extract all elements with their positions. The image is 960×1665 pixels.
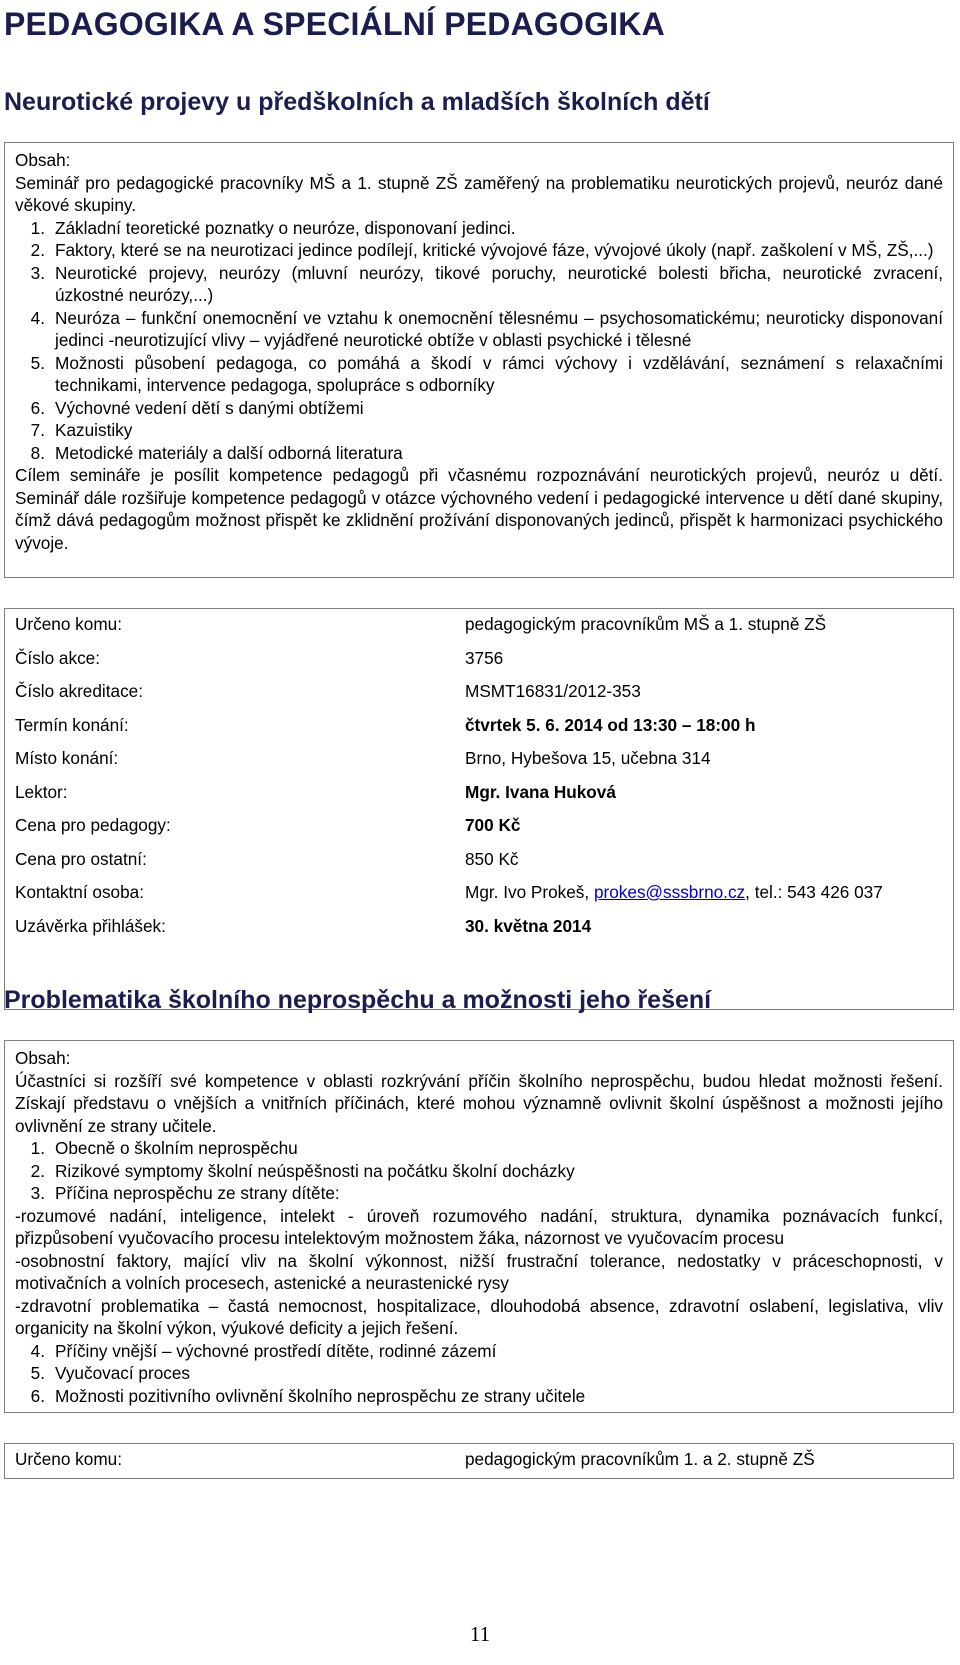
info-row-termin [5,710,953,744]
item-text: Obecně o školním neprospěchu [55,1138,298,1158]
item-text: Možnosti pozitivního ovlivnění školního neprospěchu ze strany učitele [55,1385,586,1406]
list-item [15,1182,943,1205]
obsah-label: Obsah: [15,1048,71,1068]
list-item [15,419,943,442]
item-text: Neuróza – funkční onemocnění ve vztahu k onemocnění tělesnému – psychosomatickému; neuroticky disponovaní jedinci -neurotizující vlivy – vyjádřené neurotické obtíže v oblasti psychické i tělesné [55,307,943,350]
item-text: Faktory, které se na neurotizaci jedince podílejí, kritické vývojové fáze, vývojové úkoly (např. zaškolení v MŠ, ZŠ,...) [55,240,934,260]
info-row-kontakt [5,877,953,911]
info-label: Uzávěrka přihlášek: [15,915,166,936]
factor-paragraph: -rozumové nadání, inteligence, intelekt - úroveň rozumového nadání, struktura, dynamika poznávacích funkcí, přizpůsobení vyučovacího procesu intelektovým možnostem žáka, názornost ve vyučovacím procesu [15,1205,943,1248]
section-1-title: Neurotické projevy u předškolních a mladších školních dětí [4,88,710,116]
list-item [15,1340,943,1363]
contact-name: Mgr. Ivo Prokeš, [465,882,590,902]
item-number: 4. [30,307,45,328]
info-value: pedagogickým pracovníkům MŠ a 1. stupně ZŠ [465,614,827,634]
item-number: 1. [30,217,45,238]
list-item [15,442,943,465]
info-row-cena-ostatni [5,844,953,878]
list-item [15,1160,943,1183]
item-number: 6. [30,1385,45,1406]
info-row-urceno [5,1444,953,1478]
list-item [15,1385,943,1408]
section-2-topic-list-a [15,1137,943,1205]
item-number: 3. [30,1183,45,1203]
item-number: 8. [30,442,45,463]
section-1-info-table [4,608,954,1010]
list-item [15,239,943,262]
item-text: Rizikové symptomy školní neúspěšnosti na počátku školní docházky [55,1160,575,1181]
item-number: 3. [30,262,45,283]
info-value: Mgr. Ivana Huková [465,781,616,802]
info-row-akreditace [5,676,953,710]
section-1-content-box [4,142,954,578]
info-value: 30. května 2014 [465,915,592,936]
document-title: PEDAGOGIKA A SPECIÁLNÍ PEDAGOGIKA [4,6,665,42]
info-row-cena-pedagogy [5,810,953,844]
contact-email-link[interactable]: prokes@sssbrno.cz [593,882,746,902]
contact-phone: , tel.: 543 426 037 [745,882,883,902]
info-value: MSMT16831/2012-353 [465,681,641,701]
item-text: Příčina neprospěchu ze strany dítěte: [55,1183,340,1203]
info-value: 850 Kč [465,848,519,869]
info-label: Lektor: [15,781,68,802]
section-2-content-box [4,1040,954,1413]
section-1-intro: Seminář pro pedagogické pracovníky MŠ a 1. stupně ZŠ zaměřený na problematiku neurotických projevů, neuróz dané věkové skupiny. [15,172,943,215]
item-text: Možnosti působení pedagoga, co pomáhá a škodí v rámci výchovy i vzdělávání, seznámení s relaxačními technikami, intervence pedagoga, spolupráce s odborníky [55,352,943,395]
item-number: 7. [30,420,45,440]
info-value: čtvrtek 5. 6. 2014 od 13:30 – 18:00 h [465,714,756,735]
info-label: Číslo akreditace: [15,681,144,701]
item-number: 6. [30,397,45,418]
section-1-outro: Cílem semináře je posílit kompetence pedagogů při včasnému rozpoznávání neurotických projevů, neuróz u dětí. Seminář dále rozšiřuje kompetence pedagogů v otázce výchovného vedení i pedagogické intervence u dětí dané skupiny, čímž dává pedagogům možnost přispět ke zklidnění prožívání disponovaných jedinců, přispět k harmonizaci psychického vývoje. [15,465,943,553]
info-value: 700 Kč [465,815,521,835]
section-2-topic-list-b [15,1340,943,1408]
info-label: Kontaktní osoba: [15,882,144,902]
info-label: Cena pro pedagogy: [15,815,171,835]
section-2-title: Problematika školního neprospěchu a možnosti jeho řešení [4,986,712,1014]
info-value: pedagogickým pracovníkům 1. a 2. stupně ZŠ [465,1449,815,1469]
info-label: Místo konání: [15,748,119,768]
info-row-cislo-akce [5,643,953,677]
item-text: Výchovné vedení dětí s danými obtížemi [55,397,364,418]
info-row-urceno [5,609,953,643]
list-item [15,397,943,420]
item-number: 1. [30,1138,45,1158]
item-number: 5. [30,1363,45,1383]
item-text: Příčiny vnější – výchovné prostředí dítěte, rodinné zázemí [55,1340,497,1361]
item-text: Neurotické projevy, neurózy (mluvní neurózy, tikové poruchy, neurotické bolesti břicha, neurotické zvracení, úzkostné neurózy,...) [55,262,943,305]
info-row-uzaverka [5,911,953,945]
list-item [15,217,943,240]
info-row-lektor [5,777,953,811]
list-item [15,262,943,307]
list-item [15,1137,943,1160]
item-text: Metodické materiály a další odborná literatura [55,442,403,463]
info-label: Určeno komu: [15,614,122,634]
info-label: Určeno komu: [15,1449,122,1469]
list-item [15,352,943,397]
section-2-info-table [4,1443,954,1479]
item-text: Kazuistiky [55,420,133,440]
item-number: 2. [30,1160,45,1181]
factor-paragraph: -zdravotní problematika – častá nemocnost, hospitalizace, dlouhodobá absence, zdravotní oslabení, legislativa, vliv organicity na školní výkon, výukové deficity a jejich řešení. [15,1295,943,1338]
info-label: Číslo akce: [15,647,101,668]
list-item [15,307,943,352]
info-value: 3756 [465,647,504,668]
list-item [15,1362,943,1385]
item-text: Základní teoretické poznatky o neuróze, disponovaní jedinci. [55,217,516,238]
info-value [465,881,943,904]
page-number: 11 [469,1622,491,1646]
item-number: 2. [30,240,45,260]
info-value: Brno, Hybešova 15, učebna 314 [465,748,711,768]
item-text: Vyučovací proces [55,1363,191,1383]
factor-paragraph: -osobnostní faktory, mající vliv na školní výkonnost, nižší frustrační tolerance, nedostatky v práceschopnosti, v motivačních a volních procesech, astenické a neurastenické rysy [15,1250,943,1293]
item-number: 5. [30,352,45,373]
info-row-misto [5,743,953,777]
info-label: Termín konání: [15,714,129,735]
item-number: 4. [30,1340,45,1361]
info-label: Cena pro ostatní: [15,848,147,869]
section-2-intro: Účastníci si rozšíří své kompetence v oblasti rozkrývání příčin školního neprospěchu, budou hledat možnosti řešení. Získají představu o vnějších a vnitřních příčinách, které mohou významně ovlivnit školní úspěšnost a možnosti jejího ovlivnění ze strany učitele. [15,1070,943,1136]
section-1-topic-list [15,217,943,465]
obsah-label: Obsah: [15,150,71,170]
